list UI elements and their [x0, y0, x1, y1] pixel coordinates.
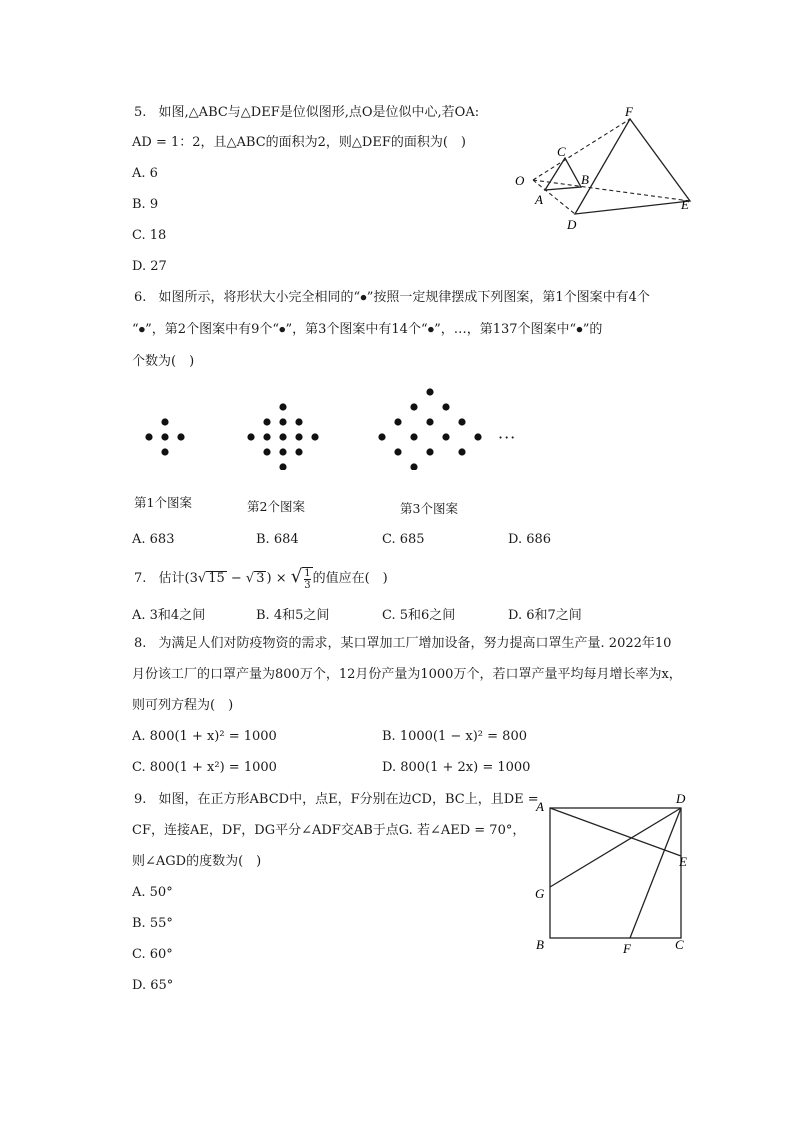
- q6-text-line2: “⦁”，第2个图案中有9个“⦁”，第3个图案中有14个“⦁”，…，第137个图案中“⦁”的: [132, 322, 603, 337]
- q9-label-b: B: [536, 937, 544, 952]
- q5-label-f: F: [625, 104, 633, 119]
- q9-option-d[interactable]: D. 65°: [132, 978, 174, 993]
- q9-number: 9.: [134, 792, 147, 807]
- q7-option-c[interactable]: C. 5和6之间: [382, 608, 456, 623]
- q8-number: 8.: [134, 636, 147, 651]
- q7-minus: −: [226, 571, 246, 586]
- q6-figure-dot-patterns: [130, 380, 530, 470]
- q9-line1: [134, 790, 539, 810]
- q5-label-c: C: [557, 144, 566, 159]
- q7-suffix: 的值应在( ): [312, 571, 388, 586]
- q6-caption-1: 第1个图案: [134, 495, 192, 510]
- q5-option-b[interactable]: B. 9: [132, 197, 159, 212]
- q9-option-c[interactable]: C. 60°: [132, 947, 173, 962]
- q8-line1: [134, 634, 671, 654]
- q9-label-g: G: [535, 886, 545, 901]
- q6-option-d[interactable]: D. 686: [508, 532, 552, 547]
- q7-root-15: 15: [208, 571, 225, 586]
- q8-text-line3: 则可列方程为( ): [132, 698, 234, 713]
- q9-option-b[interactable]: B. 55°: [132, 916, 173, 931]
- q7-radical-3: √: [290, 566, 303, 587]
- q6-line1: [134, 288, 650, 308]
- q6-number: 6.: [134, 290, 147, 305]
- q6-option-c[interactable]: C. 685: [382, 532, 425, 547]
- q9-text-line1: 如图，在正方形ABCD中，点E，F分别在边CD，BC上，且DE =: [158, 792, 539, 807]
- q7-frac-den: 3: [304, 579, 311, 591]
- q9-option-a[interactable]: A. 50°: [132, 885, 173, 900]
- q8-text-line1: 为满足人们对防疫物资的需求，某口罩加工厂增加设备，努力提高口罩生产量. 2022年10: [158, 636, 672, 651]
- q5-option-c[interactable]: C. 18: [132, 228, 167, 243]
- q9-label-c: C: [675, 937, 684, 952]
- q9-text-line3: 则∠AGD的度数为( ): [132, 854, 262, 869]
- q5-text-line1: 如图,△ABC与△DEF是位似图形,点O是位似中心,若OA:: [158, 105, 480, 120]
- q6-ellipsis: ···: [498, 428, 517, 447]
- q7-option-b[interactable]: B. 4和5之间: [256, 608, 330, 623]
- q5-label-o: O: [515, 173, 525, 188]
- q9-label-f: F: [623, 941, 631, 956]
- q9-figure-square: [528, 790, 698, 960]
- q9-label-e: E: [679, 854, 687, 869]
- q8-text-line2: 月份该工厂的口罩产量为800万个，12月份产量为1000万个，若口罩产量平均每月增长率为x，: [132, 667, 682, 682]
- q8-option-c[interactable]: C. 800(1 + x²) = 1000: [132, 760, 277, 775]
- q7-prefix: 估计(3: [158, 571, 198, 586]
- q7-times: ) ×: [266, 571, 287, 586]
- q7-option-a[interactable]: A. 3和4之间: [132, 608, 206, 623]
- q8-option-b[interactable]: B. 1000(1 − x)² = 800: [382, 729, 527, 744]
- q9-label-a: A: [536, 799, 544, 814]
- q9-label-d: D: [676, 791, 686, 806]
- q9-text-line2: CF，连接AE，DF，DG平分∠ADF交AB于点G. 若∠AED = 70°，: [132, 823, 526, 838]
- q7-radical-2: √: [245, 571, 255, 586]
- q7-frac-num: 1: [304, 567, 311, 579]
- q6-caption-2: 第2个图案: [247, 499, 305, 514]
- q5-label-e: E: [681, 197, 689, 212]
- q7-line: [134, 564, 388, 592]
- q6-option-b[interactable]: B. 684: [256, 532, 299, 547]
- q7-number: 7.: [134, 571, 147, 586]
- q6-text-line1: 如图所示，将形状大小完全相同的“⦁”按照一定规律摆成下列图案，第1个图案中有4个: [158, 290, 650, 305]
- q5-line1: [134, 103, 479, 123]
- q5-option-a[interactable]: A. 6: [132, 166, 158, 181]
- q7-fraction: [302, 567, 312, 591]
- q5-text-line2: AD = 1：2，且△ABC的面积为2，则△DEF的面积为( ): [132, 135, 466, 150]
- q6-caption-3: 第3个图案: [400, 501, 458, 516]
- q8-option-d[interactable]: D. 800(1 + 2x) = 1000: [382, 760, 531, 775]
- q5-figure-similar-triangles: [505, 100, 705, 240]
- q5-label-a: A: [535, 192, 543, 207]
- q5-option-d[interactable]: D. 27: [132, 259, 167, 274]
- q7-radical: √: [197, 571, 207, 586]
- q8-option-a[interactable]: A. 800(1 + x)² = 1000: [132, 729, 277, 744]
- q7-option-d[interactable]: D. 6和7之间: [508, 608, 582, 623]
- q7-root-3: 3: [256, 571, 265, 586]
- q5-label-d: D: [567, 217, 577, 232]
- q5-label-b: B: [581, 172, 589, 187]
- q5-number: 5.: [134, 105, 147, 120]
- q6-option-a[interactable]: A. 683: [132, 532, 175, 547]
- q6-text-line3: 个数为( ): [132, 354, 195, 369]
